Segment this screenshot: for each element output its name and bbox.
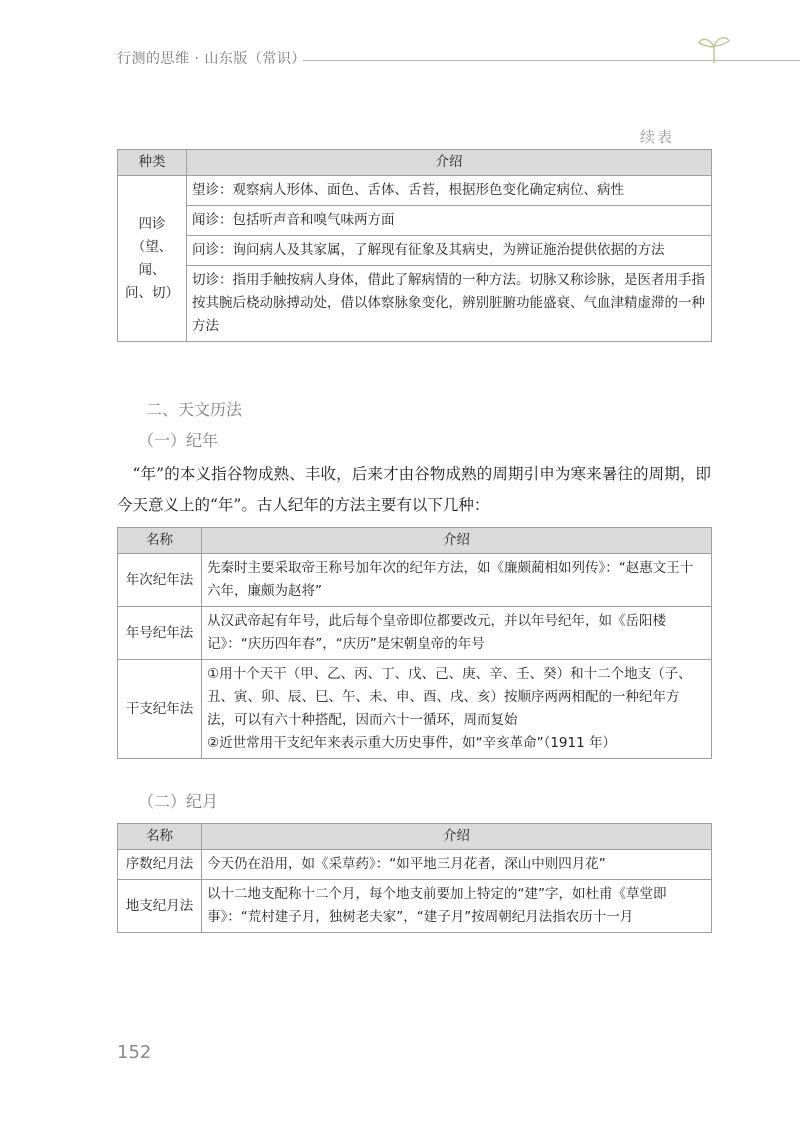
year-method-table (117, 527, 712, 759)
table-header-row (118, 528, 712, 554)
diagnosis-table (117, 149, 712, 342)
month-method-table (117, 823, 712, 933)
method-desc: 从汉武帝起有年号，此后每个皇帝即位都要改元，并以年号纪年，如《岳阳楼记》：“庆历四年春”，“庆历”是宋朝皇帝的年号 (202, 607, 712, 660)
table-row (118, 850, 712, 880)
method-name: 年号纪年法 (118, 607, 202, 660)
table-row (118, 266, 712, 342)
header-cell-name: 名称 (118, 824, 202, 850)
header-cell-name: 名称 (118, 528, 202, 554)
row-text: 问诊：询问病人及其家属，了解现有征象及其病史，为辨证施治提供依据的方法 (187, 236, 712, 266)
header-cell-category: 种类 (118, 150, 187, 176)
category-line: （望、闻、 (131, 238, 173, 278)
subsection-heading: （一）纪年 (138, 431, 219, 450)
table-row (118, 880, 712, 933)
book-title: 行测的思维 · 山东版（常识） (117, 51, 306, 67)
method-name: 干支纪年法 (118, 660, 202, 759)
method-name: 序数纪月法 (118, 850, 202, 880)
continued-label: 续表 (640, 128, 675, 146)
method-name: 地支纪月法 (118, 880, 202, 933)
table-row (118, 607, 712, 660)
method-desc-point: ①用十个天干（甲、乙、丙、丁、戊、己、庚、辛、壬、癸）和十二个地支（子、丑、寅、卯、辰、巳、午、未、申、酉、戌、亥）按顺序两两相配的一种纪年方法，可以有六十种搭配，因而六十一循环，周而复始 (207, 666, 692, 728)
method-desc: 先秦时主要采取帝王称号加年次的纪年方法，如《廉颇蔺相如列传》：“赵惠文王十六年，廉颇为赵将” (202, 554, 712, 607)
row-text: 闻诊：包括听声音和嗅气味两方面 (187, 206, 712, 236)
subsection-heading: （二）纪月 (138, 792, 219, 811)
header-cell-intro: 介绍 (187, 150, 712, 176)
method-name: 年次纪年法 (118, 554, 202, 607)
table-header-row (118, 150, 712, 176)
table-row (118, 554, 712, 607)
section-heading: 二、天文历法 (146, 400, 243, 419)
method-desc (202, 660, 712, 759)
row-text: 望诊：观察病人形体、面色、舌体、舌苔，根据形色变化确定病位、病性 (187, 176, 712, 206)
sprout-icon (697, 34, 731, 64)
page-number: 152 (117, 1042, 152, 1063)
running-header (117, 48, 717, 72)
method-desc: 以十二地支配称十二个月，每个地支前要加上特定的“建”字，如杜甫《草堂即事》：“荒村建子月，独树老夫家”，“建子月”按周朝纪月法指农历十一月 (202, 880, 712, 933)
method-desc: 今天仍在沿用，如《采草药》：“如平地三月花者，深山中则四月花” (202, 850, 712, 880)
category-line: 四诊 (138, 215, 166, 232)
table-row (118, 206, 712, 236)
category-cell (118, 176, 187, 342)
table-row (118, 660, 712, 759)
method-desc-point: ②近世常用干支纪年来表示重大历史事件，如“辛亥革命”（1911 年） (207, 735, 616, 751)
body-paragraph: “年”的本义指谷物成熟、丰收，后来才由谷物成熟的周期引申为寒来暑往的周期，即今天意义上的“年”。古人纪年的方法主要有以下几种： (117, 465, 711, 514)
table-header-row (118, 824, 712, 850)
header-cell-intro: 介绍 (202, 824, 712, 850)
header-cell-intro: 介绍 (202, 528, 712, 554)
category-line: 问、切） (125, 284, 179, 301)
row-text: 切诊：指用手触按病人身体，借此了解病情的一种方法。切脉又称诊脉，是医者用手指按其腕后桡动脉搏动处，借以体察脉象变化，辨别脏腑功能盛衰、气血津精虚滞的一种方法 (187, 266, 712, 342)
table-row (118, 236, 712, 266)
table-row (118, 176, 712, 206)
